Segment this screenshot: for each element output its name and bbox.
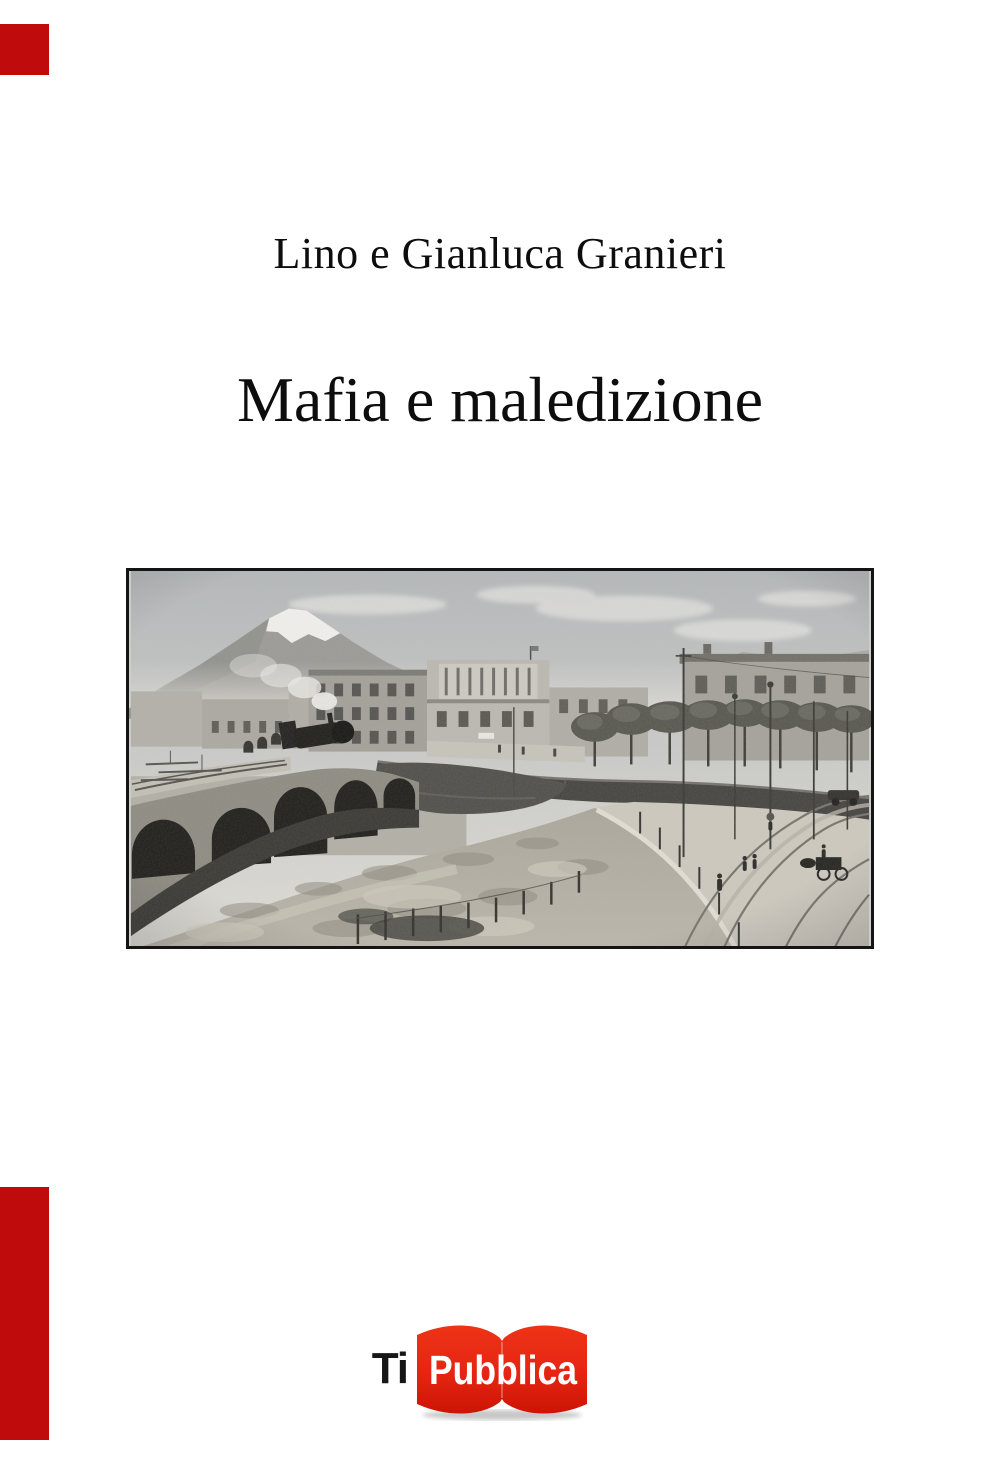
cover-photo	[126, 568, 874, 949]
open-book-icon	[410, 1318, 594, 1424]
corner-accent-square	[0, 24, 49, 75]
left-accent-bar	[0, 1187, 49, 1440]
logo-prefix-text: Ti	[371, 1344, 408, 1393]
author-name: Lino e Gianluca Granieri	[273, 229, 727, 278]
publisher-logo	[368, 1318, 600, 1424]
grain-overlay	[131, 571, 869, 946]
cover-photo-illustration	[129, 571, 871, 946]
logo-name-text: Pubblica	[429, 1347, 579, 1393]
book-title: Mafia e maledizione	[237, 364, 763, 435]
